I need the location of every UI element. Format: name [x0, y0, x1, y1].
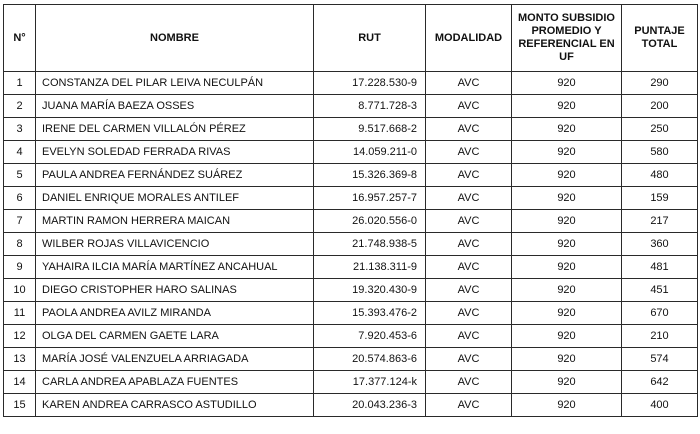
table-row	[4, 118, 698, 141]
row-rut: 26.020.556-0	[314, 210, 426, 233]
row-rut: 20.043.236-3	[314, 394, 426, 417]
row-subsidy-amount: 920	[512, 233, 622, 256]
row-modality: AVC	[426, 394, 512, 417]
table-row	[4, 371, 698, 394]
row-total-score: 481	[622, 256, 698, 279]
row-subsidy-amount: 920	[512, 72, 622, 95]
row-total-score: 480	[622, 164, 698, 187]
row-total-score: 670	[622, 302, 698, 325]
row-rut: 15.326.369-8	[314, 164, 426, 187]
table-row	[4, 187, 698, 210]
row-total-score: 400	[622, 394, 698, 417]
row-rut: 8.771.728-3	[314, 95, 426, 118]
row-modality: AVC	[426, 371, 512, 394]
row-subsidy-amount: 920	[512, 302, 622, 325]
row-total-score: 574	[622, 348, 698, 371]
row-rut: 20.574.863-6	[314, 348, 426, 371]
header-name: NOMBRE	[36, 5, 314, 72]
row-number: 6	[4, 187, 36, 210]
row-rut: 7.920.453-6	[314, 325, 426, 348]
row-subsidy-amount: 920	[512, 187, 622, 210]
row-subsidy-amount: 920	[512, 256, 622, 279]
table-row	[4, 72, 698, 95]
row-rut: 17.377.124-k	[314, 371, 426, 394]
header-number: N°	[4, 5, 36, 72]
row-name: YAHAIRA ILCIA MARÍA MARTÍNEZ ANCAHUAL	[36, 256, 314, 279]
row-total-score: 200	[622, 95, 698, 118]
row-name: PAOLA ANDREA AVILZ MIRANDA	[36, 302, 314, 325]
row-number: 12	[4, 325, 36, 348]
row-number: 4	[4, 141, 36, 164]
row-number: 2	[4, 95, 36, 118]
row-modality: AVC	[426, 72, 512, 95]
row-rut: 9.517.668-2	[314, 118, 426, 141]
row-name: PAULA ANDREA FERNÁNDEZ SUÁREZ	[36, 164, 314, 187]
row-rut: 14.059.211-0	[314, 141, 426, 164]
row-number: 10	[4, 279, 36, 302]
row-total-score: 217	[622, 210, 698, 233]
row-total-score: 451	[622, 279, 698, 302]
row-number: 8	[4, 233, 36, 256]
beneficiaries-table	[3, 4, 698, 417]
row-number: 11	[4, 302, 36, 325]
row-name: CARLA ANDREA APABLAZA FUENTES	[36, 371, 314, 394]
row-total-score: 159	[622, 187, 698, 210]
table-row	[4, 279, 698, 302]
row-number: 1	[4, 72, 36, 95]
row-name: OLGA DEL CARMEN GAETE LARA	[36, 325, 314, 348]
table-row	[4, 348, 698, 371]
table-row	[4, 302, 698, 325]
row-total-score: 642	[622, 371, 698, 394]
header-subsidy-amount: MONTO SUBSIDIO PROMEDIO Y REFERENCIAL EN UF	[512, 5, 622, 72]
row-modality: AVC	[426, 233, 512, 256]
row-modality: AVC	[426, 348, 512, 371]
row-subsidy-amount: 920	[512, 325, 622, 348]
row-rut: 17.228.530-9	[314, 72, 426, 95]
row-total-score: 210	[622, 325, 698, 348]
row-name: MARTIN RAMON HERRERA MAICAN	[36, 210, 314, 233]
row-name: DIEGO CRISTOPHER HARO SALINAS	[36, 279, 314, 302]
row-rut: 19.320.430-9	[314, 279, 426, 302]
table-row	[4, 394, 698, 417]
table-header-row	[4, 5, 698, 72]
row-number: 15	[4, 394, 36, 417]
row-modality: AVC	[426, 141, 512, 164]
row-rut: 21.748.938-5	[314, 233, 426, 256]
row-subsidy-amount: 920	[512, 348, 622, 371]
header-modality: MODALIDAD	[426, 5, 512, 72]
row-modality: AVC	[426, 187, 512, 210]
row-rut: 21.138.311-9	[314, 256, 426, 279]
row-rut: 16.957.257-7	[314, 187, 426, 210]
row-subsidy-amount: 920	[512, 210, 622, 233]
row-name: EVELYN SOLEDAD FERRADA RIVAS	[36, 141, 314, 164]
table-row	[4, 256, 698, 279]
row-modality: AVC	[426, 325, 512, 348]
table-row	[4, 141, 698, 164]
row-subsidy-amount: 920	[512, 371, 622, 394]
row-modality: AVC	[426, 95, 512, 118]
row-modality: AVC	[426, 279, 512, 302]
row-number: 3	[4, 118, 36, 141]
table-row	[4, 95, 698, 118]
row-subsidy-amount: 920	[512, 118, 622, 141]
row-rut: 15.393.476-2	[314, 302, 426, 325]
row-number: 5	[4, 164, 36, 187]
table-row	[4, 210, 698, 233]
table-row	[4, 325, 698, 348]
row-subsidy-amount: 920	[512, 394, 622, 417]
row-subsidy-amount: 920	[512, 141, 622, 164]
row-number: 7	[4, 210, 36, 233]
row-name: MARÍA JOSÉ VALENZUELA ARRIAGADA	[36, 348, 314, 371]
row-subsidy-amount: 920	[512, 164, 622, 187]
row-total-score: 290	[622, 72, 698, 95]
header-rut: RUT	[314, 5, 426, 72]
table-row	[4, 164, 698, 187]
row-number: 9	[4, 256, 36, 279]
table-row	[4, 233, 698, 256]
row-total-score: 580	[622, 141, 698, 164]
header-total-score: PUNTAJE TOTAL	[622, 5, 698, 72]
row-number: 13	[4, 348, 36, 371]
row-name: DANIEL ENRIQUE MORALES ANTILEF	[36, 187, 314, 210]
row-name: IRENE DEL CARMEN VILLALÓN PÉREZ	[36, 118, 314, 141]
row-modality: AVC	[426, 118, 512, 141]
row-total-score: 360	[622, 233, 698, 256]
row-subsidy-amount: 920	[512, 279, 622, 302]
row-name: CONSTANZA DEL PILAR LEIVA NECULPÁN	[36, 72, 314, 95]
row-name: JUANA MARÍA BAEZA OSSES	[36, 95, 314, 118]
row-modality: AVC	[426, 164, 512, 187]
row-modality: AVC	[426, 302, 512, 325]
table-body	[4, 72, 698, 417]
row-modality: AVC	[426, 256, 512, 279]
row-name: KAREN ANDREA CARRASCO ASTUDILLO	[36, 394, 314, 417]
row-total-score: 250	[622, 118, 698, 141]
row-subsidy-amount: 920	[512, 95, 622, 118]
row-number: 14	[4, 371, 36, 394]
row-name: WILBER ROJAS VILLAVICENCIO	[36, 233, 314, 256]
row-modality: AVC	[426, 210, 512, 233]
